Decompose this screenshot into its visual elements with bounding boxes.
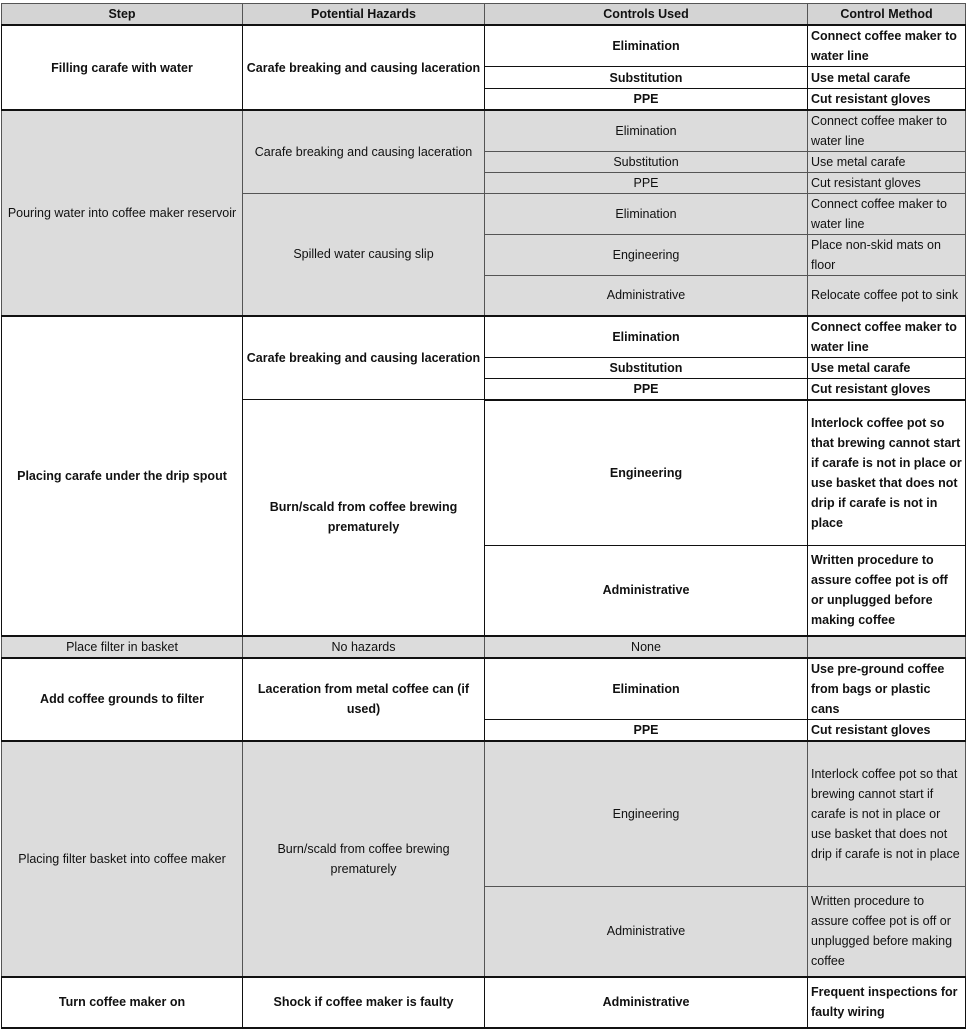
hazard-cell: No hazards [243,636,485,658]
step-cell: Turn coffee maker on [2,977,243,1028]
method-cell: Use metal carafe [808,152,966,173]
method-cell: Connect coffee maker to water line [808,194,966,235]
control-cell: Elimination [485,25,808,67]
hazard-cell: Spilled water causing slip [243,194,485,316]
method-cell: Cut resistant gloves [808,378,966,400]
method-cell: Written procedure to assure coffee pot is off or unplugged before making coffee [808,887,966,977]
method-cell: Connect coffee maker to water line [808,316,966,358]
step-cell: Add coffee grounds to filter [2,658,243,741]
header-row [2,4,966,26]
control-cell: PPE [485,173,808,194]
step-cell: Filling carafe with water [2,25,243,110]
step-cell: Placing filter basket into coffee maker [2,741,243,977]
step-group-6 [2,741,966,977]
control-cell: Substitution [485,152,808,173]
method-cell: Written procedure to assure coffee pot is off or unplugged before making coffee [808,546,966,636]
control-cell: Elimination [485,316,808,358]
control-cell: Administrative [485,977,808,1028]
step-cell: Placing carafe under the drip spout [2,316,243,636]
control-cell: Elimination [485,658,808,720]
step-group-1 [2,25,966,110]
hazard-cell: Carafe breaking and causing laceration [243,25,485,110]
control-cell: Engineering [485,235,808,276]
hazard-cell: Burn/scald from coffee brewing prematurely [243,400,485,636]
method-cell: Interlock coffee pot so that brewing cannot start if carafe is not in place or use basket that does not drip if carafe is not in place [808,741,966,887]
method-cell: Use metal carafe [808,357,966,378]
control-cell: Elimination [485,194,808,235]
column-header-controls: Controls Used [485,4,808,26]
control-cell: Substitution [485,357,808,378]
step-group-2 [2,110,966,316]
method-cell: Interlock coffee pot so that brewing cannot start if carafe is not in place or use basket that does not drip if carafe is not in place [808,400,966,546]
control-cell: PPE [485,719,808,741]
step-group-3 [2,316,966,636]
control-cell: PPE [485,89,808,111]
hazard-cell: Carafe breaking and causing laceration [243,110,485,194]
method-cell: Place non-skid mats on floor [808,235,966,276]
control-cell: Elimination [485,110,808,152]
hazard-cell: Shock if coffee maker is faulty [243,977,485,1028]
step-group-5 [2,658,966,741]
method-cell: Cut resistant gloves [808,89,966,111]
method-cell: Connect coffee maker to water line [808,25,966,67]
step-group-4 [2,636,966,658]
control-cell: None [485,636,808,658]
method-cell [808,636,966,658]
control-cell: Administrative [485,276,808,316]
control-cell: PPE [485,378,808,400]
column-header-step: Step [2,4,243,26]
control-cell: Substitution [485,67,808,89]
step-cell: Place filter in basket [2,636,243,658]
method-cell: Frequent inspections for faulty wiring [808,977,966,1028]
method-cell: Cut resistant gloves [808,173,966,194]
control-cell: Engineering [485,400,808,546]
control-cell: Administrative [485,887,808,977]
hazard-cell: Carafe breaking and causing laceration [243,316,485,400]
hazard-cell: Laceration from metal coffee can (if used) [243,658,485,741]
method-cell: Connect coffee maker to water line [808,110,966,152]
hazard-analysis-table [1,3,966,1029]
step-cell: Pouring water into coffee maker reservoir [2,110,243,316]
control-cell: Engineering [485,741,808,887]
column-header-method: Control Method [808,4,966,26]
method-cell: Relocate coffee pot to sink [808,276,966,316]
step-group-7 [2,977,966,1028]
method-cell: Use metal carafe [808,67,966,89]
column-header-hazards: Potential Hazards [243,4,485,26]
method-cell: Use pre-ground coffee from bags or plastic cans [808,658,966,720]
hazard-cell: Burn/scald from coffee brewing prematurely [243,741,485,977]
control-cell: Administrative [485,546,808,636]
method-cell: Cut resistant gloves [808,719,966,741]
